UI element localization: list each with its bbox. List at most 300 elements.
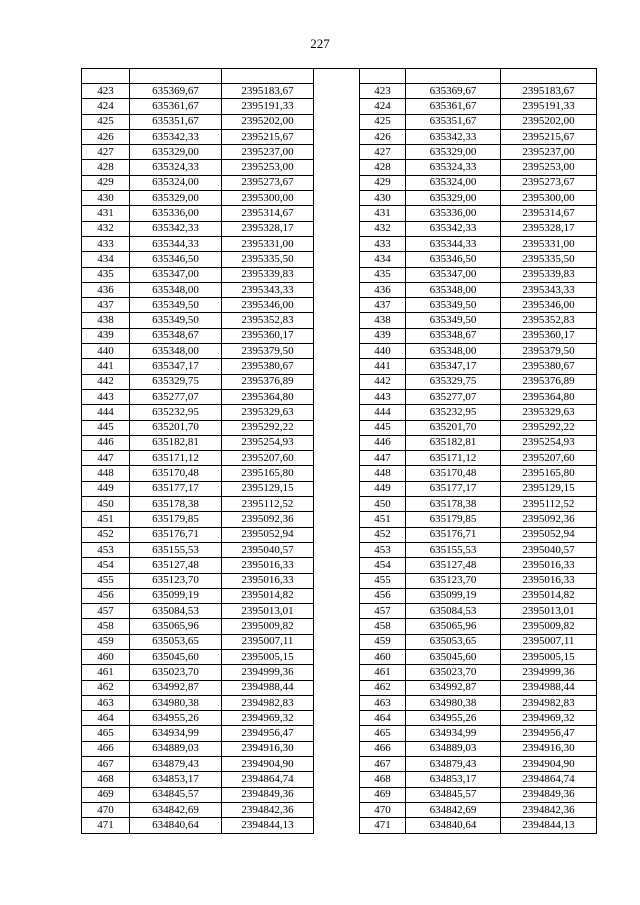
coordinates-table	[81, 68, 597, 834]
gap-cell	[314, 435, 360, 450]
left-x-coordinate-cell: 635084,53	[130, 604, 222, 619]
right-y-coordinate-cell: 2395343,33	[501, 282, 597, 297]
gap-cell	[314, 649, 360, 664]
left-point-number-cell: 465	[82, 726, 130, 741]
table-row	[82, 695, 597, 710]
right-x-coordinate-cell: 635344,33	[406, 236, 501, 251]
table-row	[82, 527, 597, 542]
right-point-number-cell: 440	[360, 344, 406, 359]
right-x-coordinate-cell: 635177,17	[406, 481, 501, 496]
right-x-coordinate-cell: 634992,87	[406, 680, 501, 695]
left-x-coordinate-cell: 635347,17	[130, 359, 222, 374]
right-point-number-cell: 432	[360, 221, 406, 236]
right-point-number-cell: 426	[360, 129, 406, 144]
left-point-number-cell: 470	[82, 802, 130, 817]
left-y-coordinate-cell: 2395314,67	[222, 206, 314, 221]
left-x-coordinate-cell: 635342,33	[130, 129, 222, 144]
right-y-coordinate-cell: 2395331,00	[501, 236, 597, 251]
right-x-coordinate-cell: 635347,17	[406, 359, 501, 374]
left-x-coordinate-cell: 634889,03	[130, 741, 222, 756]
gap-cell	[314, 726, 360, 741]
right-point-number-cell: 434	[360, 252, 406, 267]
table-header-row	[82, 69, 597, 84]
right-point-number-cell: 458	[360, 619, 406, 634]
right-x-coordinate-cell: 635348,67	[406, 328, 501, 343]
table-row	[82, 344, 597, 359]
left-point-number-cell: 439	[82, 328, 130, 343]
left-y-coordinate-cell: 2395379,50	[222, 344, 314, 359]
table-row	[82, 145, 597, 160]
gap-cell	[314, 313, 360, 328]
right-point-number-cell: 443	[360, 389, 406, 404]
right-x-coordinate-cell: 635176,71	[406, 527, 501, 542]
left-point-number-cell: 433	[82, 236, 130, 251]
right-x-coordinate-cell: 635171,12	[406, 451, 501, 466]
gap-cell	[314, 741, 360, 756]
left-y-coordinate-cell: 2395092,36	[222, 512, 314, 527]
left-point-number-cell: 423	[82, 84, 130, 99]
right-x-coordinate-cell: 635324,33	[406, 160, 501, 175]
right-x-coordinate-cell: 635342,33	[406, 129, 501, 144]
right-y-coordinate-cell: 2395335,50	[501, 252, 597, 267]
left-y-coordinate-cell: 2395300,00	[222, 191, 314, 206]
left-y-coordinate-cell: 2395191,33	[222, 99, 314, 114]
left-y-coordinate-cell: 2394999,36	[222, 665, 314, 680]
left-point-number-cell: 461	[82, 665, 130, 680]
right-y-coordinate-cell: 2395165,80	[501, 466, 597, 481]
left-y-coordinate-cell: 2394969,32	[222, 711, 314, 726]
left-x-coordinate-cell: 635349,50	[130, 298, 222, 313]
right-y-coordinate-cell: 2395013,01	[501, 604, 597, 619]
left-x-coordinate-cell: 634845,57	[130, 787, 222, 802]
table-row	[82, 619, 597, 634]
left-point-number-cell: 452	[82, 527, 130, 542]
left-y-coordinate-cell: 2395292,22	[222, 420, 314, 435]
left-point-number-cell: 443	[82, 389, 130, 404]
table-row	[82, 389, 597, 404]
right-y-coordinate-cell: 2394916,30	[501, 741, 597, 756]
table-row	[82, 252, 597, 267]
table-row	[82, 84, 597, 99]
table-row	[82, 772, 597, 787]
right-y-coordinate-cell: 2395237,00	[501, 145, 597, 160]
table-row	[82, 497, 597, 512]
right-point-number-cell: 451	[360, 512, 406, 527]
left-point-number-cell: 464	[82, 711, 130, 726]
left-x-coordinate-cell: 635344,33	[130, 236, 222, 251]
left-point-number-cell: 455	[82, 573, 130, 588]
left-y-coordinate-cell: 2395207,60	[222, 451, 314, 466]
page-number: 227	[310, 36, 330, 51]
gap-cell	[314, 466, 360, 481]
gap-cell	[314, 282, 360, 297]
left-x-coordinate-cell: 635127,48	[130, 558, 222, 573]
right-x-coordinate-cell: 635277,07	[406, 389, 501, 404]
table-row	[82, 649, 597, 664]
table-row	[82, 267, 597, 282]
gap-cell	[314, 175, 360, 190]
right-x-coordinate-cell: 634842,69	[406, 802, 501, 817]
right-point-number-cell: 445	[360, 420, 406, 435]
right-x-coordinate-cell: 635329,00	[406, 191, 501, 206]
right-x-coordinate-cell: 635346,50	[406, 252, 501, 267]
right-x-coordinate-cell: 635099,19	[406, 588, 501, 603]
left-x-coordinate-cell: 634853,17	[130, 772, 222, 787]
left-x-coordinate-cell: 634992,87	[130, 680, 222, 695]
right-y-coordinate-cell: 2394844,13	[501, 818, 597, 833]
right-x-coordinate-cell: 634853,17	[406, 772, 501, 787]
left-x-coordinate-cell: 635329,00	[130, 191, 222, 206]
right-x-coordinate-cell: 635179,85	[406, 512, 501, 527]
gap-cell	[314, 374, 360, 389]
right-point-number-cell: 447	[360, 451, 406, 466]
right-x-coordinate-cell: 635232,95	[406, 405, 501, 420]
right-point-number-cell: 466	[360, 741, 406, 756]
right-point-number-cell: 430	[360, 191, 406, 206]
gap-cell	[314, 114, 360, 129]
left-y-coordinate-cell: 2395364,80	[222, 389, 314, 404]
left-y-coordinate-cell: 2395183,67	[222, 84, 314, 99]
left-point-number-cell: 435	[82, 267, 130, 282]
table-row	[82, 451, 597, 466]
left-x-coordinate-cell: 635348,00	[130, 282, 222, 297]
right-y-coordinate-cell: 2394956,47	[501, 726, 597, 741]
gap-cell	[314, 757, 360, 772]
table-row	[82, 818, 597, 833]
right-y-coordinate-cell: 2394999,36	[501, 665, 597, 680]
right-y-coordinate-cell: 2395364,80	[501, 389, 597, 404]
left-y-coordinate-cell: 2395237,00	[222, 145, 314, 160]
table-row	[82, 558, 597, 573]
left-x-coordinate-cell: 635065,96	[130, 619, 222, 634]
left-x-coordinate-cell: 634980,38	[130, 695, 222, 710]
right-x-coordinate-cell: 635348,00	[406, 282, 501, 297]
left-point-number-cell: 469	[82, 787, 130, 802]
left-y-coordinate-cell: 2394849,36	[222, 787, 314, 802]
gap-cell	[314, 573, 360, 588]
left-x-coordinate-cell: 635123,70	[130, 573, 222, 588]
header-cell	[360, 69, 406, 84]
table-row	[82, 665, 597, 680]
header-cell	[82, 69, 130, 84]
gap-cell	[314, 588, 360, 603]
right-point-number-cell: 428	[360, 160, 406, 175]
right-x-coordinate-cell: 635023,70	[406, 665, 501, 680]
left-y-coordinate-cell: 2395040,57	[222, 542, 314, 557]
table-row	[82, 726, 597, 741]
left-y-coordinate-cell: 2394956,47	[222, 726, 314, 741]
left-x-coordinate-cell: 634934,99	[130, 726, 222, 741]
left-x-coordinate-cell: 635348,00	[130, 344, 222, 359]
right-point-number-cell: 457	[360, 604, 406, 619]
left-y-coordinate-cell: 2395016,33	[222, 558, 314, 573]
right-x-coordinate-cell: 635349,50	[406, 313, 501, 328]
right-y-coordinate-cell: 2395314,67	[501, 206, 597, 221]
right-x-coordinate-cell: 635361,67	[406, 99, 501, 114]
left-point-number-cell: 448	[82, 466, 130, 481]
right-point-number-cell: 449	[360, 481, 406, 496]
left-y-coordinate-cell: 2394982,83	[222, 695, 314, 710]
gap-cell	[314, 818, 360, 833]
right-y-coordinate-cell: 2395040,57	[501, 542, 597, 557]
left-y-coordinate-cell: 2395331,00	[222, 236, 314, 251]
left-point-number-cell: 434	[82, 252, 130, 267]
left-point-number-cell: 445	[82, 420, 130, 435]
left-point-number-cell: 451	[82, 512, 130, 527]
gap-cell	[314, 527, 360, 542]
gap-cell	[314, 252, 360, 267]
gap-cell	[314, 298, 360, 313]
left-x-coordinate-cell: 635348,67	[130, 328, 222, 343]
table-row	[82, 175, 597, 190]
gap-cell	[314, 665, 360, 680]
table-row	[82, 435, 597, 450]
right-point-number-cell: 423	[360, 84, 406, 99]
right-y-coordinate-cell: 2395202,00	[501, 114, 597, 129]
left-point-number-cell: 447	[82, 451, 130, 466]
left-point-number-cell: 460	[82, 649, 130, 664]
left-point-number-cell: 441	[82, 359, 130, 374]
header-cell	[222, 69, 314, 84]
left-y-coordinate-cell: 2395339,83	[222, 267, 314, 282]
right-x-coordinate-cell: 635084,53	[406, 604, 501, 619]
right-x-coordinate-cell: 635348,00	[406, 344, 501, 359]
left-x-coordinate-cell: 635361,67	[130, 99, 222, 114]
right-y-coordinate-cell: 2395007,11	[501, 634, 597, 649]
left-x-coordinate-cell: 635177,17	[130, 481, 222, 496]
right-point-number-cell: 431	[360, 206, 406, 221]
left-x-coordinate-cell: 635342,33	[130, 221, 222, 236]
right-y-coordinate-cell: 2395380,67	[501, 359, 597, 374]
right-x-coordinate-cell: 635329,75	[406, 374, 501, 389]
left-point-number-cell: 466	[82, 741, 130, 756]
gap-cell	[314, 542, 360, 557]
right-point-number-cell: 464	[360, 711, 406, 726]
left-x-coordinate-cell: 635023,70	[130, 665, 222, 680]
table-row	[82, 757, 597, 772]
left-x-coordinate-cell: 635369,67	[130, 84, 222, 99]
right-y-coordinate-cell: 2395292,22	[501, 420, 597, 435]
left-y-coordinate-cell: 2395052,94	[222, 527, 314, 542]
right-point-number-cell: 454	[360, 558, 406, 573]
right-y-coordinate-cell: 2395016,33	[501, 558, 597, 573]
right-y-coordinate-cell: 2395253,00	[501, 160, 597, 175]
left-point-number-cell: 425	[82, 114, 130, 129]
left-x-coordinate-cell: 635179,85	[130, 512, 222, 527]
right-y-coordinate-cell: 2395009,82	[501, 619, 597, 634]
gap-cell	[314, 206, 360, 221]
left-x-coordinate-cell: 635045,60	[130, 649, 222, 664]
left-x-coordinate-cell: 635349,50	[130, 313, 222, 328]
table-row	[82, 221, 597, 236]
right-y-coordinate-cell: 2395328,17	[501, 221, 597, 236]
left-y-coordinate-cell: 2394844,13	[222, 818, 314, 833]
table-row	[82, 802, 597, 817]
left-x-coordinate-cell: 635336,00	[130, 206, 222, 221]
table-row	[82, 405, 597, 420]
left-y-coordinate-cell: 2395346,00	[222, 298, 314, 313]
right-y-coordinate-cell: 2395191,33	[501, 99, 597, 114]
right-x-coordinate-cell: 634889,03	[406, 741, 501, 756]
right-x-coordinate-cell: 635178,38	[406, 497, 501, 512]
right-x-coordinate-cell: 635155,53	[406, 542, 501, 557]
right-point-number-cell: 465	[360, 726, 406, 741]
left-point-number-cell: 463	[82, 695, 130, 710]
header-cell	[130, 69, 222, 84]
gap-cell	[314, 711, 360, 726]
gap-cell	[314, 84, 360, 99]
right-x-coordinate-cell: 634840,64	[406, 818, 501, 833]
right-point-number-cell: 456	[360, 588, 406, 603]
gap-cell	[314, 512, 360, 527]
right-point-number-cell: 437	[360, 298, 406, 313]
left-point-number-cell: 462	[82, 680, 130, 695]
left-x-coordinate-cell: 635201,70	[130, 420, 222, 435]
left-y-coordinate-cell: 2395253,00	[222, 160, 314, 175]
left-x-coordinate-cell: 635155,53	[130, 542, 222, 557]
right-y-coordinate-cell: 2395052,94	[501, 527, 597, 542]
left-point-number-cell: 444	[82, 405, 130, 420]
right-x-coordinate-cell: 635170,48	[406, 466, 501, 481]
right-point-number-cell: 462	[360, 680, 406, 695]
right-point-number-cell: 427	[360, 145, 406, 160]
left-point-number-cell: 468	[82, 772, 130, 787]
right-point-number-cell: 469	[360, 787, 406, 802]
left-x-coordinate-cell: 635053,65	[130, 634, 222, 649]
right-y-coordinate-cell: 2395016,33	[501, 573, 597, 588]
left-y-coordinate-cell: 2395013,01	[222, 604, 314, 619]
right-x-coordinate-cell: 635324,00	[406, 175, 501, 190]
right-point-number-cell: 463	[360, 695, 406, 710]
left-point-number-cell: 438	[82, 313, 130, 328]
right-point-number-cell: 436	[360, 282, 406, 297]
left-y-coordinate-cell: 2395202,00	[222, 114, 314, 129]
right-point-number-cell: 441	[360, 359, 406, 374]
left-x-coordinate-cell: 635176,71	[130, 527, 222, 542]
left-x-coordinate-cell: 635277,07	[130, 389, 222, 404]
right-x-coordinate-cell: 635123,70	[406, 573, 501, 588]
right-x-coordinate-cell: 635045,60	[406, 649, 501, 664]
right-point-number-cell: 444	[360, 405, 406, 420]
right-point-number-cell: 453	[360, 542, 406, 557]
gap-cell	[314, 236, 360, 251]
gap-cell	[314, 604, 360, 619]
right-x-coordinate-cell: 634879,43	[406, 757, 501, 772]
right-y-coordinate-cell: 2395352,83	[501, 313, 597, 328]
gap-cell	[314, 680, 360, 695]
right-point-number-cell: 433	[360, 236, 406, 251]
left-y-coordinate-cell: 2394864,74	[222, 772, 314, 787]
right-point-number-cell: 470	[360, 802, 406, 817]
left-y-coordinate-cell: 2395380,67	[222, 359, 314, 374]
left-x-coordinate-cell: 634842,69	[130, 802, 222, 817]
left-point-number-cell: 431	[82, 206, 130, 221]
left-y-coordinate-cell: 2395014,82	[222, 588, 314, 603]
table-row	[82, 604, 597, 619]
right-y-coordinate-cell: 2395207,60	[501, 451, 597, 466]
right-x-coordinate-cell: 634955,26	[406, 711, 501, 726]
table-row	[82, 573, 597, 588]
right-x-coordinate-cell: 635347,00	[406, 267, 501, 282]
table-body	[82, 69, 597, 834]
right-y-coordinate-cell: 2395112,52	[501, 497, 597, 512]
left-x-coordinate-cell: 635351,67	[130, 114, 222, 129]
left-y-coordinate-cell: 2395328,17	[222, 221, 314, 236]
right-point-number-cell: 438	[360, 313, 406, 328]
right-y-coordinate-cell: 2394969,32	[501, 711, 597, 726]
left-point-number-cell: 436	[82, 282, 130, 297]
table-row	[82, 236, 597, 251]
right-y-coordinate-cell: 2395129,15	[501, 481, 597, 496]
left-x-coordinate-cell: 634879,43	[130, 757, 222, 772]
gap-cell	[314, 420, 360, 435]
left-x-coordinate-cell: 635170,48	[130, 466, 222, 481]
gap-cell	[314, 344, 360, 359]
right-y-coordinate-cell: 2394988,44	[501, 680, 597, 695]
left-y-coordinate-cell: 2395165,80	[222, 466, 314, 481]
right-x-coordinate-cell: 635182,81	[406, 435, 501, 450]
left-point-number-cell: 458	[82, 619, 130, 634]
right-point-number-cell: 439	[360, 328, 406, 343]
right-x-coordinate-cell: 635351,67	[406, 114, 501, 129]
right-y-coordinate-cell: 2395376,89	[501, 374, 597, 389]
right-y-coordinate-cell: 2395339,83	[501, 267, 597, 282]
gap-cell	[314, 695, 360, 710]
left-point-number-cell: 440	[82, 344, 130, 359]
left-y-coordinate-cell: 2395335,50	[222, 252, 314, 267]
gap-cell	[314, 221, 360, 236]
left-y-coordinate-cell: 2395005,15	[222, 649, 314, 664]
right-x-coordinate-cell: 634934,99	[406, 726, 501, 741]
right-y-coordinate-cell: 2394849,36	[501, 787, 597, 802]
left-y-coordinate-cell: 2395129,15	[222, 481, 314, 496]
right-x-coordinate-cell: 635053,65	[406, 634, 501, 649]
left-x-coordinate-cell: 635329,00	[130, 145, 222, 160]
left-y-coordinate-cell: 2395112,52	[222, 497, 314, 512]
left-point-number-cell: 456	[82, 588, 130, 603]
right-y-coordinate-cell: 2395379,50	[501, 344, 597, 359]
right-x-coordinate-cell: 635349,50	[406, 298, 501, 313]
left-point-number-cell: 430	[82, 191, 130, 206]
gap-cell	[314, 389, 360, 404]
table-row	[82, 588, 597, 603]
table-row	[82, 634, 597, 649]
left-point-number-cell: 446	[82, 435, 130, 450]
table-row	[82, 298, 597, 313]
right-y-coordinate-cell: 2395014,82	[501, 588, 597, 603]
right-y-coordinate-cell: 2395005,15	[501, 649, 597, 664]
left-point-number-cell: 453	[82, 542, 130, 557]
table-row	[82, 191, 597, 206]
left-x-coordinate-cell: 635099,19	[130, 588, 222, 603]
left-x-coordinate-cell: 635232,95	[130, 405, 222, 420]
left-point-number-cell: 432	[82, 221, 130, 236]
table-row	[82, 542, 597, 557]
gap-cell	[314, 145, 360, 160]
left-point-number-cell: 449	[82, 481, 130, 496]
left-x-coordinate-cell: 635324,00	[130, 175, 222, 190]
gap-cell	[314, 481, 360, 496]
left-point-number-cell: 424	[82, 99, 130, 114]
left-point-number-cell: 467	[82, 757, 130, 772]
left-point-number-cell: 450	[82, 497, 130, 512]
table-row	[82, 711, 597, 726]
left-x-coordinate-cell: 634840,64	[130, 818, 222, 833]
table-row	[82, 512, 597, 527]
table-row	[82, 359, 597, 374]
table-row	[82, 114, 597, 129]
header-cell	[501, 69, 597, 84]
